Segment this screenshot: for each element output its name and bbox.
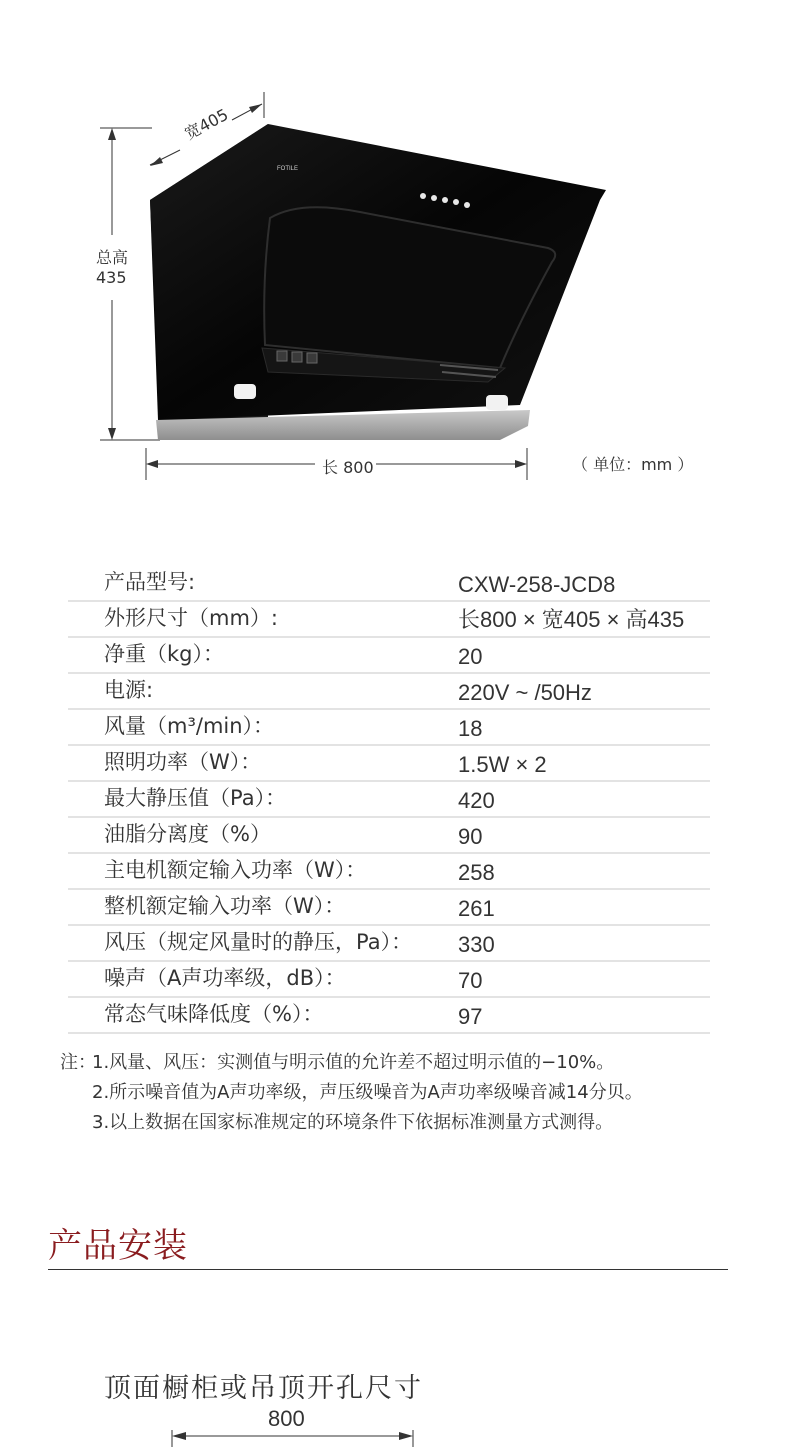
table-row xyxy=(68,746,710,782)
spec-value: 261 xyxy=(458,896,495,921)
table-row xyxy=(68,638,710,674)
spec-label: 主电机额定输入功率（W）： xyxy=(104,858,367,882)
brand-logo: FOTILE xyxy=(277,166,299,172)
table-row xyxy=(68,890,710,926)
table-row xyxy=(68,998,710,1034)
notes xyxy=(60,1048,780,1138)
height-label-line2: 435 xyxy=(96,268,127,287)
spec-label: 整机额定输入功率（W）： xyxy=(104,894,346,918)
spec-label: 电源: xyxy=(104,678,154,702)
spec-label: 常态气味降低度（%）： xyxy=(104,1002,324,1026)
spec-value: 97 xyxy=(458,1004,483,1029)
length-label: 长 800 xyxy=(322,458,374,477)
spec-label: 油脂分离度（%） xyxy=(104,822,271,846)
table-row xyxy=(68,710,710,746)
dimension-diagram xyxy=(0,0,790,500)
spec-value: 420 xyxy=(458,788,495,813)
spec-value: 330 xyxy=(458,932,495,957)
note-text: 2.所示噪音值为A声功率级，声压级噪音为A声功率级噪音减14分贝。 xyxy=(92,1082,643,1103)
spec-value: 258 xyxy=(458,860,495,885)
table-row xyxy=(68,854,710,890)
table-row xyxy=(68,674,710,710)
section-heading: 产品安装 xyxy=(48,1226,188,1266)
table-row xyxy=(68,962,710,998)
spec-label: 风量（m³/min）： xyxy=(104,714,275,738)
left-light-icon xyxy=(234,384,256,399)
spec-value: 18 xyxy=(458,716,483,741)
spec-label: 净重（kg）： xyxy=(104,642,224,666)
right-light-icon xyxy=(486,395,508,410)
table-row xyxy=(68,782,710,818)
spec-label: 风压（规定风量时的静压，Pa）： xyxy=(104,930,413,954)
spec-value: 90 xyxy=(458,824,483,849)
spec-value: CXW-258-JCD8 xyxy=(458,572,616,597)
note-text: 1.风量、风压：实测值与明示值的允许差不超过明示值的−10%。 xyxy=(92,1052,615,1073)
note-line xyxy=(60,1078,780,1108)
table-row xyxy=(68,602,710,638)
spec-value: 20 xyxy=(458,644,483,669)
note-text: 3.以上数据在国家标准规定的环境条件下依据标准测量方式测得。 xyxy=(92,1112,614,1133)
height-label-line1: 总高 xyxy=(96,248,129,267)
table-row xyxy=(68,818,710,854)
section-divider xyxy=(48,1269,728,1270)
spec-value: 70 xyxy=(458,968,483,993)
spec-value: 长800 × 宽405 × 高435 xyxy=(458,607,685,632)
spec-label: 外形尺寸（mm）: xyxy=(104,606,278,630)
install-subtitle: 顶面橱柜或吊顶开孔尺寸 xyxy=(104,1373,423,1404)
note-prefix: 注： xyxy=(60,1052,96,1073)
spec-label: 产品型号: xyxy=(104,570,196,594)
spec-label: 噪声（A声功率级，dB）： xyxy=(104,966,346,990)
spec-table xyxy=(68,568,710,1034)
cutout-width-label: 800 xyxy=(268,1406,305,1431)
spec-label: 照明功率（W）： xyxy=(104,750,262,774)
spec-value: 220V ~ /50Hz xyxy=(458,680,592,705)
note-line xyxy=(60,1048,780,1078)
unit-note: （ 单位：mm ） xyxy=(572,455,694,474)
spec-value: 1.5W × 2 xyxy=(458,752,547,777)
table-row xyxy=(68,568,710,602)
spec-label: 最大静压值（Pa）： xyxy=(104,786,287,810)
table-row xyxy=(68,926,710,962)
note-line xyxy=(60,1108,780,1138)
hood-body xyxy=(150,124,606,440)
width-label: 宽405 xyxy=(181,104,232,144)
